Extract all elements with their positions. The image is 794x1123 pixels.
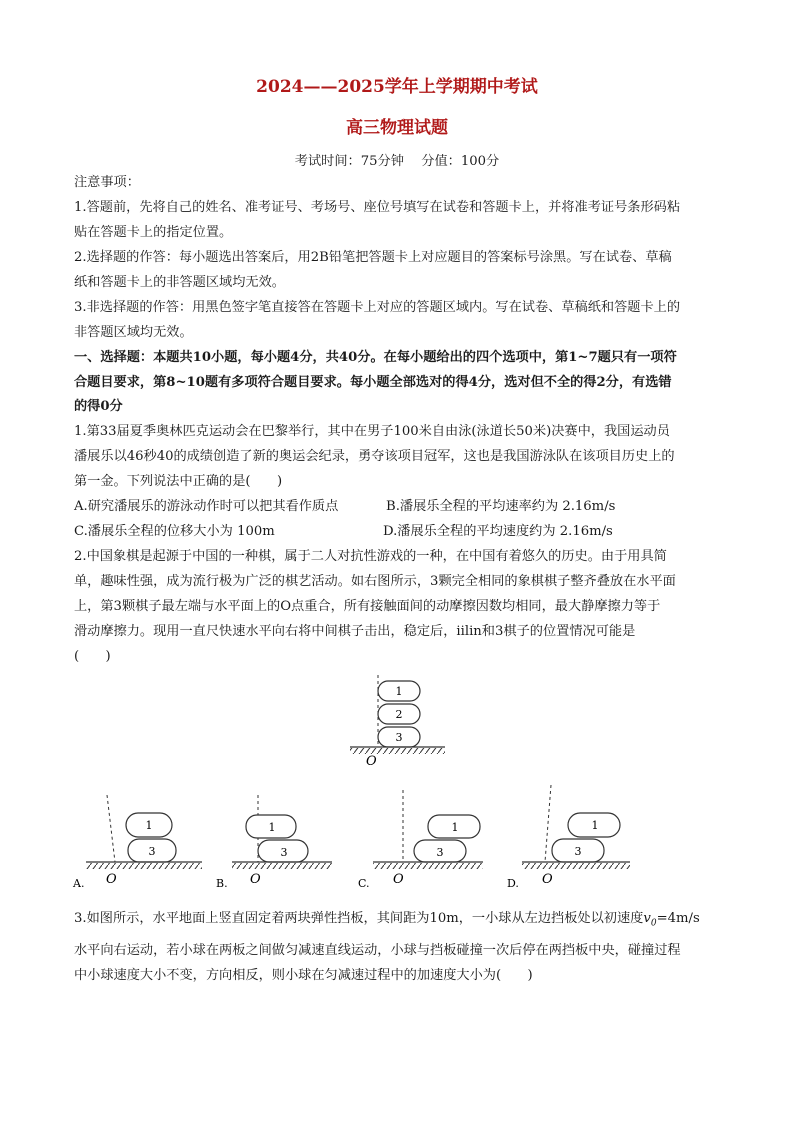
option-a-diagram [72, 795, 202, 890]
origin-label: O [106, 872, 117, 887]
velocity-subscript: 0 [650, 918, 657, 929]
piece-2-label: 2 [395, 708, 403, 721]
question-1-text: 1.第33届夏季奥林匹克运动会在巴黎举行，其中在男子100米自由泳(泳道长50米)决赛中，我国运动员 [74, 424, 670, 439]
q1-option-c: C.潘展乐全程的位移大小为 100m [74, 524, 275, 539]
option-b-label: B. [216, 877, 228, 890]
notice-line: 非答题区域均无效。 [74, 325, 193, 340]
velocity-symbol [643, 911, 657, 929]
option-a-label: A. [73, 877, 85, 890]
notice-line: 3.非选择题的作答：用黑色签字笔直接答在答题卡上对应的答题区域内。写在试卷、草稿纸和答题卡上的 [74, 300, 681, 315]
option-d-label: D. [507, 877, 519, 890]
piece-3-label: 3 [574, 845, 582, 858]
question-2-text: 单，趣味性强，成为流行极为广泛的棋艺活动。如右图所示，3颗完全相同的象棋棋子整齐叠放在水平面 [74, 574, 676, 589]
option-c-diagram [358, 790, 483, 890]
section-instructions: 一、选择题：本题共10小题，每小题4分，共40分。在每小题给出的四个选项中，第1~7题只有一项符 [74, 350, 677, 365]
question-1-text: 第一金。下列说法中正确的是( ) [74, 474, 283, 489]
origin-label: O [393, 872, 404, 887]
q1-option-a: A.研究潘展乐的游泳动作时可以把其看作质点 [74, 499, 339, 514]
section-instructions: 的得0分 [74, 399, 123, 414]
piece-1-label: 1 [451, 821, 459, 834]
question-3-text: 水平向右运动，若小球在两板之间做匀减速直线运动，小球与挡板碰撞一次后停在两挡板中央，碰撞过程 [74, 943, 681, 958]
option-d-diagram [507, 785, 630, 890]
notice-heading: 注意事项： [74, 175, 140, 190]
question-2-text: ( ) [74, 649, 111, 664]
piece-1-label: 1 [395, 685, 403, 698]
piece-1-label: 1 [145, 819, 153, 832]
q1-option-d: D.潘展乐全程的平均速度约为 2.16m/s [383, 524, 613, 539]
piece-3-label: 3 [148, 845, 156, 858]
piece-3-label: 3 [436, 846, 444, 859]
subject-title: 高三物理试题 [346, 118, 448, 138]
option-b-diagram [216, 795, 332, 890]
origin-label: O [542, 872, 553, 887]
exam-title: 2024——2025学年上学期期中考试 [256, 77, 538, 97]
q1-option-b: B.潘展乐全程的平均速率约为 2.16m/s [386, 499, 616, 514]
chess-pieces-figure [0, 665, 794, 895]
notice-line: 贴在答题卡上的指定位置。 [74, 225, 233, 240]
question-2-text: 滑动摩擦力。现用一直尺快速水平向右将中间棋子击出，稳定后，iilin和3棋子的位置情况可能是 [74, 624, 636, 639]
section-instructions: 合题目要求，第8~10题有多项符合题目要求。每小题全部选对的得4分，选对但不全的得2分，有选错 [74, 375, 672, 390]
q3-line1-value: =4m/s [656, 911, 700, 926]
option-c-label: C. [358, 877, 370, 890]
question-2-text: 2.中国象棋是起源于中国的一种棋，属于二人对抗性游戏的一种，在中国有着悠久的历史。由于用具简 [74, 549, 667, 564]
piece-3-label: 3 [280, 846, 288, 859]
piece-3-label: 3 [395, 731, 403, 744]
notice-line: 2.选择题的作答：每小题选出答案后，用2B铅笔把答题卡上对应题目的答案标号涂黑。写在试卷、草稿 [74, 250, 672, 265]
question-3-text [74, 912, 700, 929]
piece-1-label: 1 [591, 819, 599, 832]
q3-line1-text: 3.如图所示，水平地面上竖直固定着两块弹性挡板，其间距为10m，一小球从左边挡板处以初速度 [74, 911, 644, 926]
notice-line: 纸和答题卡上的非答题区域均无效。 [74, 275, 285, 290]
question-3-text: 中小球速度大小不变，方向相反，则小球在匀减速过程中的加速度大小为( ) [74, 968, 533, 983]
velocity-variable: v [643, 911, 651, 926]
origin-label: O [250, 872, 261, 887]
question-1-text: 潘展乐以46秒40的成绩创造了新的奥运会纪录，勇夺该项目冠军，这也是我国游泳队在该项目历史上的 [74, 449, 675, 464]
question-2-text: 上，第3颗棋子最左端与水平面上的O点重合，所有接触面间的动摩擦因数均相同，最大静摩擦力等于 [74, 599, 661, 614]
piece-1-label: 1 [268, 821, 276, 834]
exam-info: 考试时间：75分钟 分值：100分 [294, 154, 500, 169]
origin-label: O [366, 754, 377, 769]
stack-diagram [350, 675, 445, 769]
notice-line: 1.答题前，先将自己的姓名、准考证号、考场号、座位号填写在试卷和答题卡上，并将准考证号条形码粘 [74, 200, 681, 215]
